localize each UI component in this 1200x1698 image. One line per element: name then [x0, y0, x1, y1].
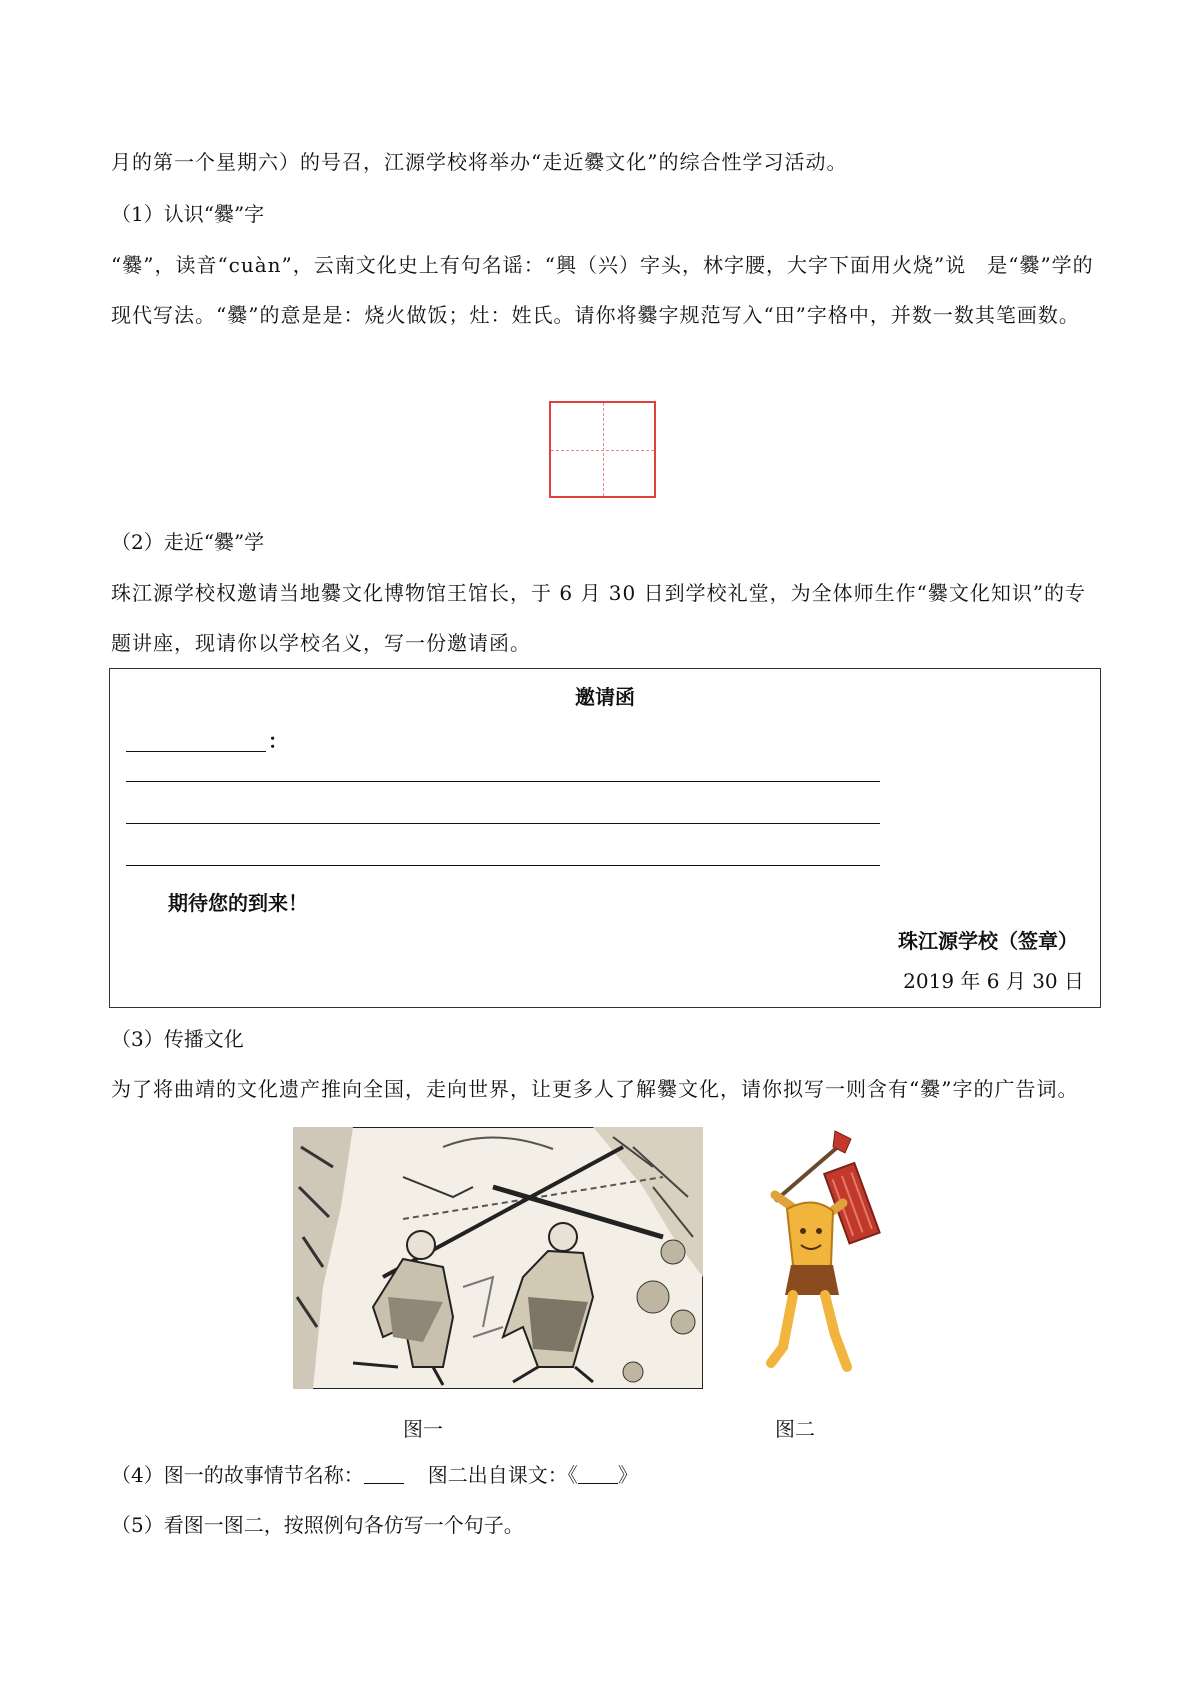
invitee-blank[interactable]	[126, 727, 266, 752]
tian-grid-horizontal-guide	[551, 450, 654, 451]
part3-heading: （3）传播文化	[111, 1027, 244, 1051]
invitation-box	[109, 668, 1101, 1008]
part5-question: （5）看图一图二，按照例句各仿写一个句子。	[111, 1513, 524, 1537]
part1-heading: （1）认识“爨”字	[111, 202, 265, 226]
figure-2-illustration	[735, 1125, 905, 1385]
figure-2-caption: 图二	[775, 1417, 815, 1441]
figure-1-illustration	[293, 1127, 703, 1389]
invitation-date: 2019 年 6 月 30 日	[903, 969, 1084, 993]
part4-middle: 图二出自课文：《	[427, 1463, 578, 1487]
figure-1-caption: 图一	[403, 1417, 443, 1441]
tian-grid[interactable]	[549, 401, 656, 498]
invitation-body-line-3[interactable]	[126, 865, 880, 866]
invitation-body-line-2[interactable]	[126, 823, 880, 824]
plot-name-blank[interactable]	[364, 1463, 404, 1484]
invitee-colon: ：	[268, 729, 288, 753]
part4-question	[111, 1461, 638, 1489]
lesson-title-blank[interactable]	[578, 1463, 618, 1484]
part1-body: “爨”，读音“cuàn”，云南文化史上有句名谣：“興（兴）字头，林字腰，大字下面用火烧”说 是“爨”学的现代写法。“爨”的意是是：烧火做饭；灶：姓氏。请你将爨字规范写入“田”字格中，并数一数其笔画数。	[111, 253, 1094, 327]
invitation-title: 邀请函	[575, 685, 635, 709]
invitation-closing: 期待您的到来！	[168, 891, 308, 915]
invitation-signature: 珠江源学校（签章）	[898, 929, 1078, 953]
part4-suffix: 》	[617, 1463, 638, 1487]
invitation-body-line-1[interactable]	[126, 781, 880, 782]
part4-prefix: （4）图一的故事情节名称：	[111, 1463, 364, 1487]
part2-heading: （2）走近“爨”学	[111, 530, 265, 554]
part2-body: 珠江源学校权邀请当地爨文化博物馆王馆长，于 6 月 30 日到学校礼堂，为全体师生作“爨文化知识”的专题讲座，现请你以学校名义，写一份邀请函。	[111, 581, 1087, 655]
part3-body: 为了将曲靖的文化遗产推向全国，走向世界，让更多人了解爨文化，请你拟写一则含有“爨”字的广告词。	[111, 1077, 1079, 1101]
intro-line: 月的第一个星期六）的号召，江源学校将举办“走近爨文化”的综合性学习活动。	[111, 150, 848, 174]
